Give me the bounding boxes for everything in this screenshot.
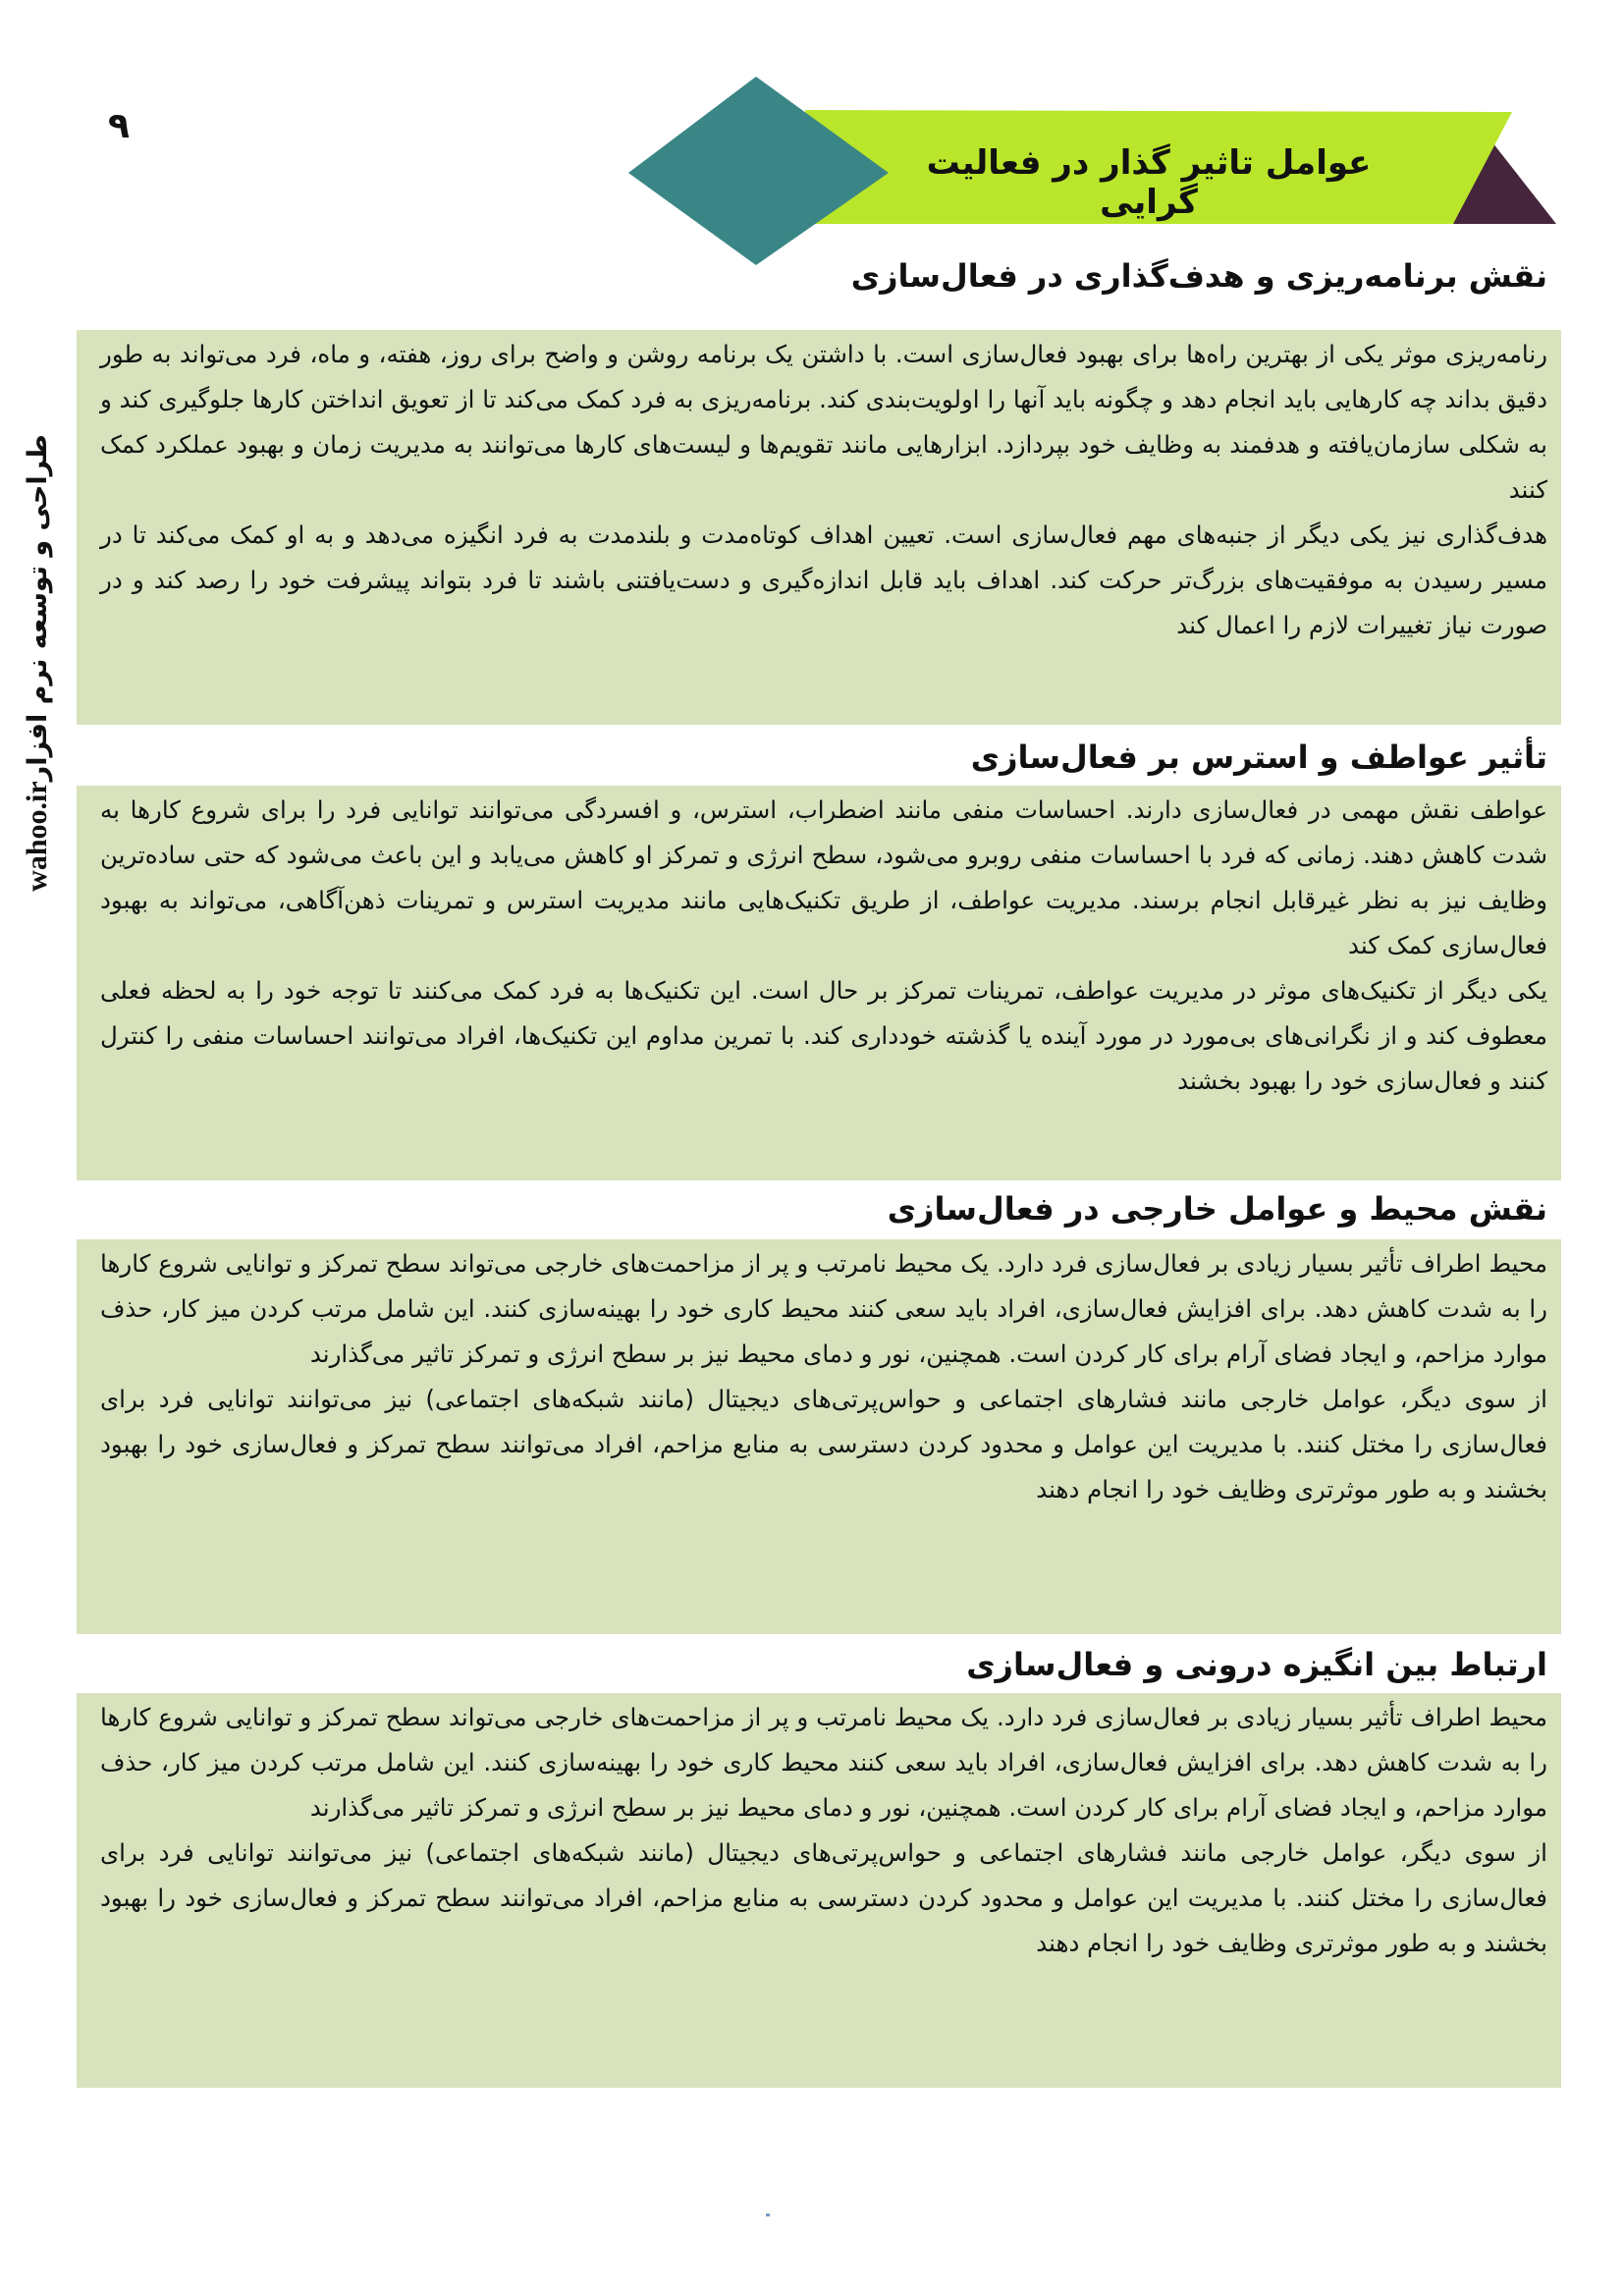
section-title: نقش برنامه‌ریزی و هدف‌گذاری در فعال‌سازی bbox=[850, 257, 1547, 295]
paragraph: محیط اطراف تأثیر بسیار زیادی بر فعال‌سازی فرد دارد. یک محیط نامرتب و پر از مزاحمت‌های خارجی می‌تواند سطح تمرکز و توانایی شروع کارها را به شدت کاهش دهد. برای افزایش فعال‌سازی، افراد باید سعی کنند محیط کاری خود را بهینه‌سازی کنند. این شامل مرتب کردن میز کار، حذف موارد مزاحم، و ایجاد فضای آرام برای کار کردن است. همچنین، نور و دمای محیط نیز بر سطح انرژی و تمرکز تاثیر می‌گذارند bbox=[100, 1249, 1547, 1368]
paragraph: محیط اطراف تأثیر بسیار زیادی بر فعال‌سازی فرد دارد. یک محیط نامرتب و پر از مزاحمت‌های خارجی می‌تواند سطح تمرکز و توانایی شروع کارها را به شدت کاهش دهد. برای افزایش فعال‌سازی، افراد باید سعی کنند محیط کاری خود را بهینه‌سازی کنند. این شامل مرتب کردن میز کار، حذف موارد مزاحم، و ایجاد فضای آرام برای کار کردن است. همچنین، نور و دمای محیط نیز بر سطح انرژی و تمرکز تاثیر می‌گذارند bbox=[100, 1703, 1547, 1822]
side-label bbox=[8, 412, 67, 943]
section-body bbox=[77, 786, 1561, 1180]
paragraph: هدف‌گذاری نیز یکی دیگر از جنبه‌های مهم فعال‌سازی است. تعیین اهداف کوتاه‌مدت و بلندمدت به فرد انگیزه می‌دهد و به او کمک می‌کند تا در مسیر رسیدن به موفقیت‌های بزرگ‌تر حرکت کند. اهداف باید قابل اندازه‌گیری و دست‌یافتنی باشند تا فرد بتواند پیشرفت خود را رصد کند و در صورت نیاز تغییرات لازم را اعمال کند bbox=[100, 520, 1547, 639]
chapter-banner bbox=[0, 0, 1624, 295]
section-body bbox=[77, 1239, 1561, 1634]
banner-teal-diamond bbox=[628, 77, 889, 265]
side-label-site: wahoo.ir bbox=[21, 781, 53, 892]
paragraph: از سوی دیگر، عوامل خارجی مانند فشارهای اجتماعی و حواس‌پرتی‌های دیجیتال (مانند شبکه‌های اجتماعی) نیز می‌توانند توانایی فرد برای فعال‌سازی را مختل کنند. با مدیریت این عوامل و محدود کردن دسترسی به منابع مزاحم، افراد می‌توانند سطح تمرکز و فعال‌سازی خود را بهبود بخشند و به طور موثرتری وظایف خود را انجام دهند bbox=[100, 1838, 1547, 1957]
section-title: نقش محیط و عوامل خارجی در فعال‌سازی bbox=[887, 1190, 1547, 1228]
side-label-text: طراحی و توسعه نرم افزار bbox=[23, 434, 53, 782]
section-title: تأثیر عواطف و استرس بر فعال‌سازی bbox=[970, 738, 1547, 776]
page-number: ۹ bbox=[108, 106, 130, 146]
side-label-text-group bbox=[21, 434, 54, 921]
paragraph: رنامه‌ریزی موثر یکی از بهترین راه‌ها برای بهبود فعال‌سازی است. با داشتن یک برنامه روشن و واضح برای روز، هفته، و ماه، فرد می‌تواند به طور دقیق بداند چه کارهایی باید انجام دهد و چگونه باید آنها را اولویت‌بندی کند. برنامه‌ریزی به فرد کمک می‌کند تا از تعویق انداختن کارها جلوگیری کند و به شکلی سازمان‌یافته و هدفمند به وظایف خود بپردازد. ابزارهایی مانند تقویم‌ها و لیست‌های کارها می‌توانند به مدیریت زمان و بهبود عملکرد کمک کنند bbox=[100, 340, 1547, 504]
paragraph: یکی دیگر از تکنیک‌های موثر در مدیریت عواطف، تمرینات تمرکز بر حال است. این تکنیک‌ها به فرد کمک می‌کنند تا توجه خود را به لحظه فعلی معطوف کند و از نگرانی‌های بی‌مورد در مورد آینده یا گذشته خودداری کند. با تمرین مداوم این تکنیک‌ها، افراد می‌توانند احساسات منفی را کنترل کنند و فعال‌سازی خود را بهبود بخشند bbox=[100, 976, 1547, 1095]
section-body bbox=[77, 330, 1561, 725]
paragraph: عواطف نقش مهمی در فعال‌سازی دارند. احساسات منفی مانند اضطراب، استرس، و افسردگی می‌توانند توانایی فرد را برای شروع کارها به شدت کاهش دهند. زمانی که فرد با احساسات منفی روبرو می‌شود، سطح انرژی و تمرکز او کاهش می‌یابد و این باعث می‌شود که حتی ساده‌ترین وظایف نیز به نظر غیرقابل انجام برسند. مدیریت عواطف، از طریق تکنیک‌هایی مانند مدیریت استرس و تمرینات ذهن‌آگاهی، می‌تواند به بهبود فعال‌سازی کمک کند bbox=[100, 795, 1547, 959]
footer-mark bbox=[766, 2214, 770, 2216]
section-body bbox=[77, 1693, 1561, 2088]
paragraph: از سوی دیگر، عوامل خارجی مانند فشارهای اجتماعی و حواس‌پرتی‌های دیجیتال (مانند شبکه‌های اجتماعی) نیز می‌توانند توانایی فرد برای فعال‌سازی را مختل کنند. با مدیریت این عوامل و محدود کردن دسترسی به منابع مزاحم، افراد می‌توانند سطح تمرکز و فعال‌سازی خود را بهبود بخشند و به طور موثرتری وظایف خود را انجام دهند bbox=[100, 1385, 1547, 1503]
section-title: ارتباط بین انگیزه درونی و فعال‌سازی bbox=[966, 1646, 1547, 1683]
chapter-title: عوامل تاثیر گذار در فعالیت گرایی bbox=[926, 143, 1372, 222]
